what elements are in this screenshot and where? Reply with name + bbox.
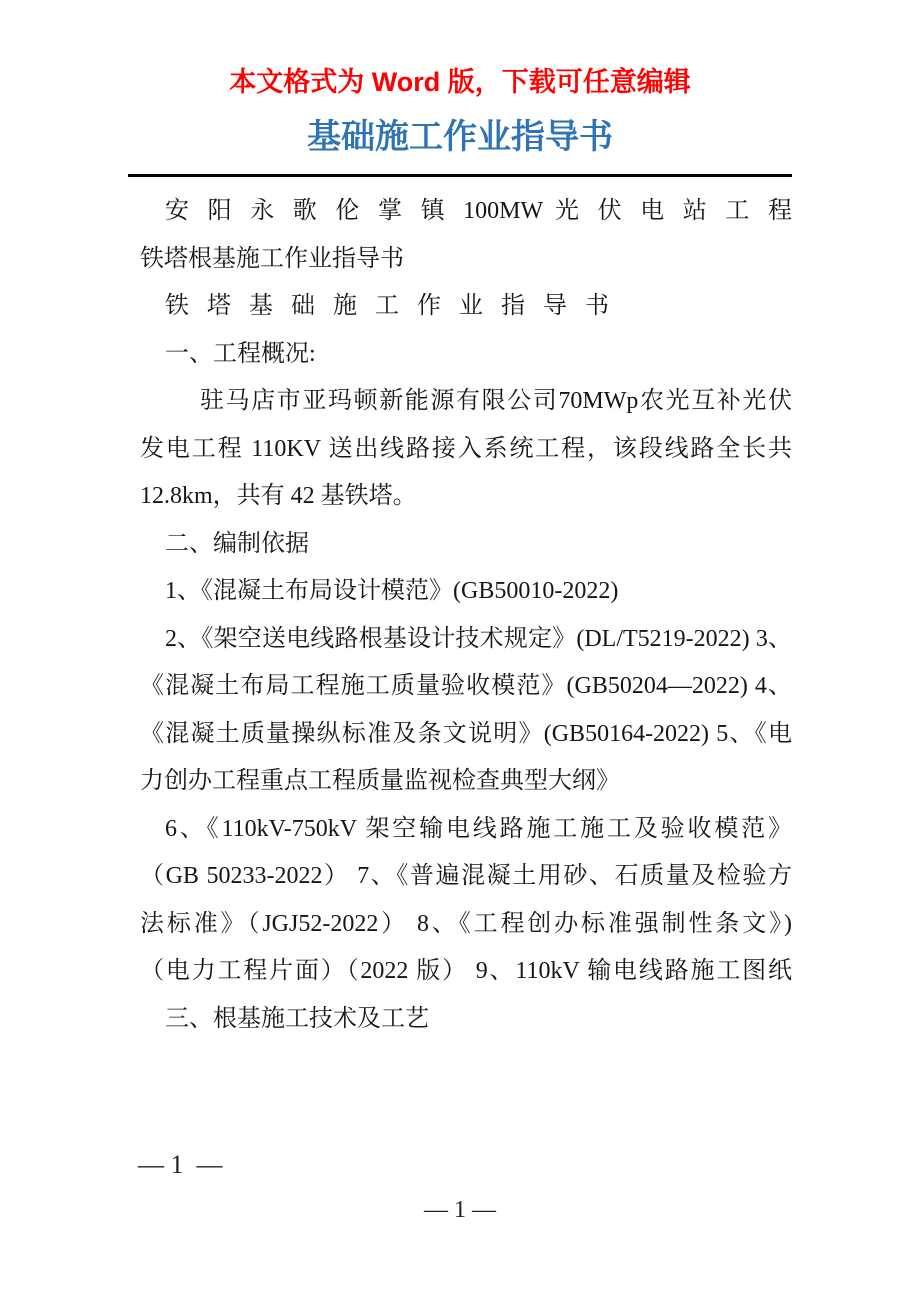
- body-line: 2、《架空送电线路根基设计技术规定》(DL/T5219-2022) 3、: [165, 625, 792, 652]
- title-divider: [128, 174, 792, 177]
- document-body: [140, 188, 792, 1043]
- body-line: 《混凝土布局工程施工质量验收模范》(GB50204—2022) 4、: [140, 673, 792, 699]
- body-line: 铁 塔 基 础 施 工 作 业 指 导 书: [165, 293, 609, 319]
- body-line: 12.8km，共有 42 基铁塔。: [140, 483, 417, 509]
- document-title: 基础施工作业指导书: [307, 119, 613, 156]
- body-line: 6、《110kV-750kV 架空输电线路施工施工及验收模范》: [165, 815, 792, 842]
- body-line: 一、工程概况:: [165, 340, 316, 367]
- body-line: 1、《混凝土布局设计模范》(GB50010-2022): [165, 578, 619, 604]
- page-number-left: — 1 —: [138, 1150, 223, 1179]
- body-line: 安 阳 永 歌 伦 掌 镇 100MW 光 伏 电 站 工 程: [165, 198, 792, 224]
- body-line: 二、编制依据: [165, 530, 309, 557]
- body-line: 三、根基施工技术及工艺: [165, 1005, 429, 1032]
- format-notice: 本文格式为 Word 版，下载可任意编辑: [229, 67, 691, 97]
- body-line: （GB 50233-2022） 7、《普遍混凝土用砂、石质量及检验方: [140, 863, 792, 889]
- body-line: 驻马店市亚玛顿新能源有限公司70MWp农光互补光伏: [200, 388, 792, 414]
- body-line: 法标准》（JGJ52-2022） 8、《工程创办标准强制性条文》): [140, 910, 792, 937]
- page-number-center: — 1 —: [424, 1197, 496, 1223]
- body-line: （电力工程片面）（2022 版） 9、110kV 输电线路施工图纸: [140, 958, 792, 984]
- body-line: 《混凝土质量操纵标准及条文说明》(GB50164-2022) 5、《电: [140, 720, 792, 747]
- body-line: 铁塔根基施工作业指导书: [140, 245, 404, 272]
- body-line: 力创办工程重点工程质量监视检查典型大纲》: [140, 768, 620, 794]
- body-line: 发电工程 110KV 送出线路接入系统工程，该段线路全长共: [140, 435, 792, 462]
